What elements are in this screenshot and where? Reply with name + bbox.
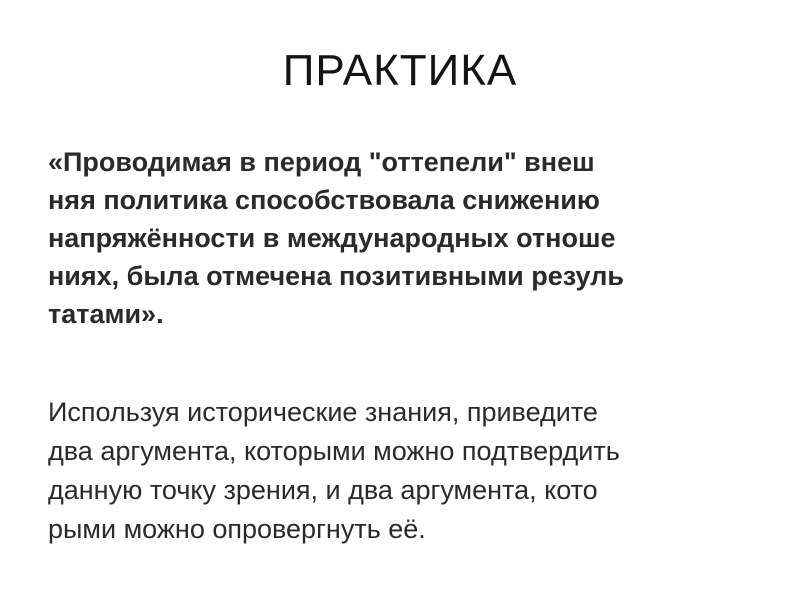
quote-line: ниях, была отмечена позитивными резуль — [48, 261, 624, 291]
task-line: два аргумента, которыми можно подтвердить — [48, 436, 620, 466]
task-block — [48, 393, 768, 549]
quote-line: напряжённости в международных отноше — [48, 223, 616, 253]
quote-line: татами». — [48, 299, 164, 329]
quote-block — [48, 143, 768, 333]
task-line: рыми можно опровергнуть её. — [48, 514, 426, 544]
task-line: данную точку зрения, и два аргумента, кото — [48, 475, 598, 505]
quote-line: «Проводимая в период "оттепели" внеш — [48, 147, 595, 177]
task-line: Используя исторические знания, приведите — [48, 397, 598, 427]
slide-title: ПРАКТИКА — [282, 46, 518, 95]
quote-line: няя политика способствовала снижению — [48, 185, 600, 215]
